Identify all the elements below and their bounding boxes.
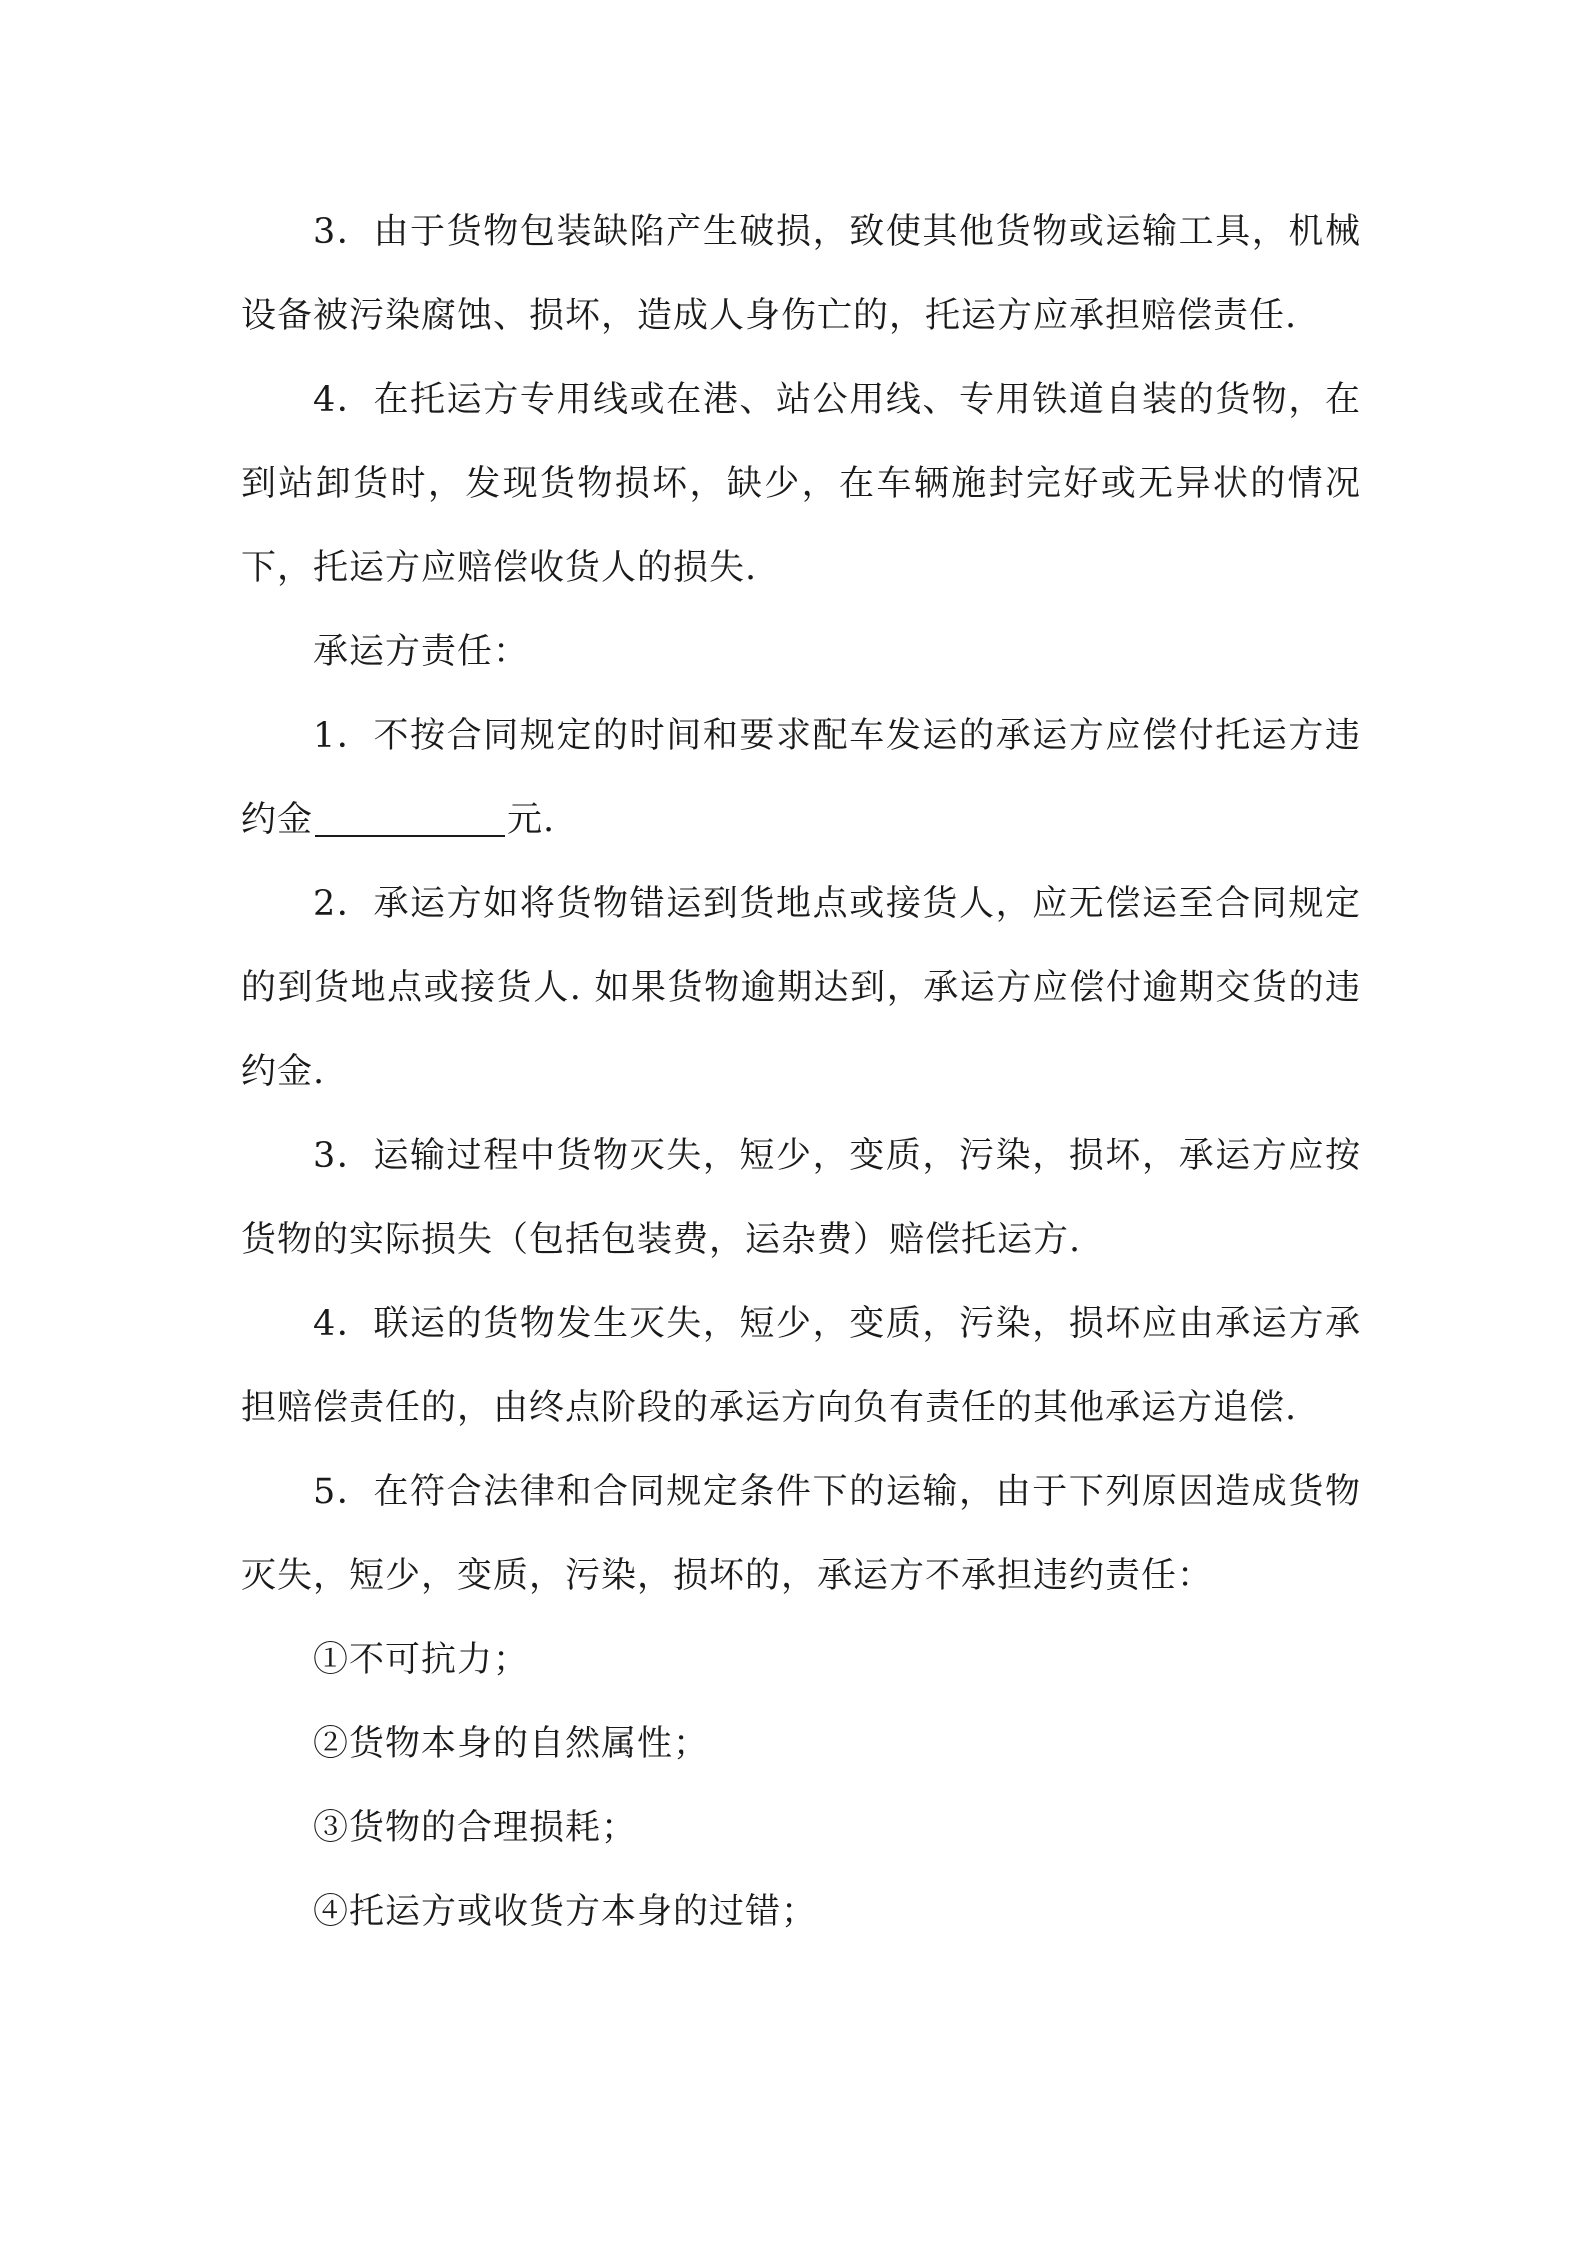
- list-item-reasonable-loss: ③货物的合理损耗；: [313, 1808, 638, 1848]
- list-item-force-majeure: ①不可抗力；: [313, 1640, 530, 1680]
- paragraph-text-before-blank: 1．不按合同规定的时间和要求配车发运的承运方应偿付托运方违约金: [241, 716, 1361, 840]
- paragraph-carrier-misdelivery: 2．承运方如将货物错运到货地点或接货人，应无偿运至合同规定的到货地点或接货人. 如果货物逾期达到，承运方应偿付逾期交货的违约金.: [241, 884, 1361, 1092]
- paragraph-shipper-self-loading: 4．在托运方专用线或在港、站公用线、专用铁道自装的货物，在到站卸货时，发现货物损坏，缺少，在车辆施封完好或无异状的情况下，托运方应赔偿收货人的损失.: [241, 380, 1361, 588]
- paragraph-carrier-transport-loss: 3．运输过程中货物灭失，短少，变质，污染，损坏，承运方应按货物的实际损失（包括包装费，运杂费）赔偿托运方.: [241, 1136, 1361, 1260]
- paragraph-shipper-packaging-defect: 3．由于货物包装缺陷产生破损，致使其他货物或运输工具，机械设备被污染腐蚀、损坏，造成人身伤亡的，托运方应承担赔偿责任.: [241, 212, 1361, 336]
- penalty-amount-blank: [315, 801, 505, 837]
- paragraph-carrier-joint-transport: 4．联运的货物发生灭失，短少，变质，污染，损坏应由承运方承担赔偿责任的，由终点阶段的承运方向负有责任的其他承运方追偿.: [241, 1304, 1361, 1428]
- list-item-party-fault: ④托运方或收货方本身的过错；: [313, 1892, 818, 1932]
- paragraph-carrier-exemptions: 5．在符合法律和合同规定条件下的运输，由于下列原因造成货物灭失，短少，变质，污染，损坏的，承运方不承担违约责任：: [241, 1472, 1361, 1596]
- document-body: [241, 190, 1361, 1954]
- section-heading-carrier-liability: 承运方责任：: [313, 632, 530, 672]
- paragraph-carrier-dispatch-penalty: [241, 694, 1361, 862]
- paragraph-text-after-blank: 元.: [507, 800, 556, 840]
- list-item-natural-property: ②货物本身的自然属性；: [313, 1724, 710, 1764]
